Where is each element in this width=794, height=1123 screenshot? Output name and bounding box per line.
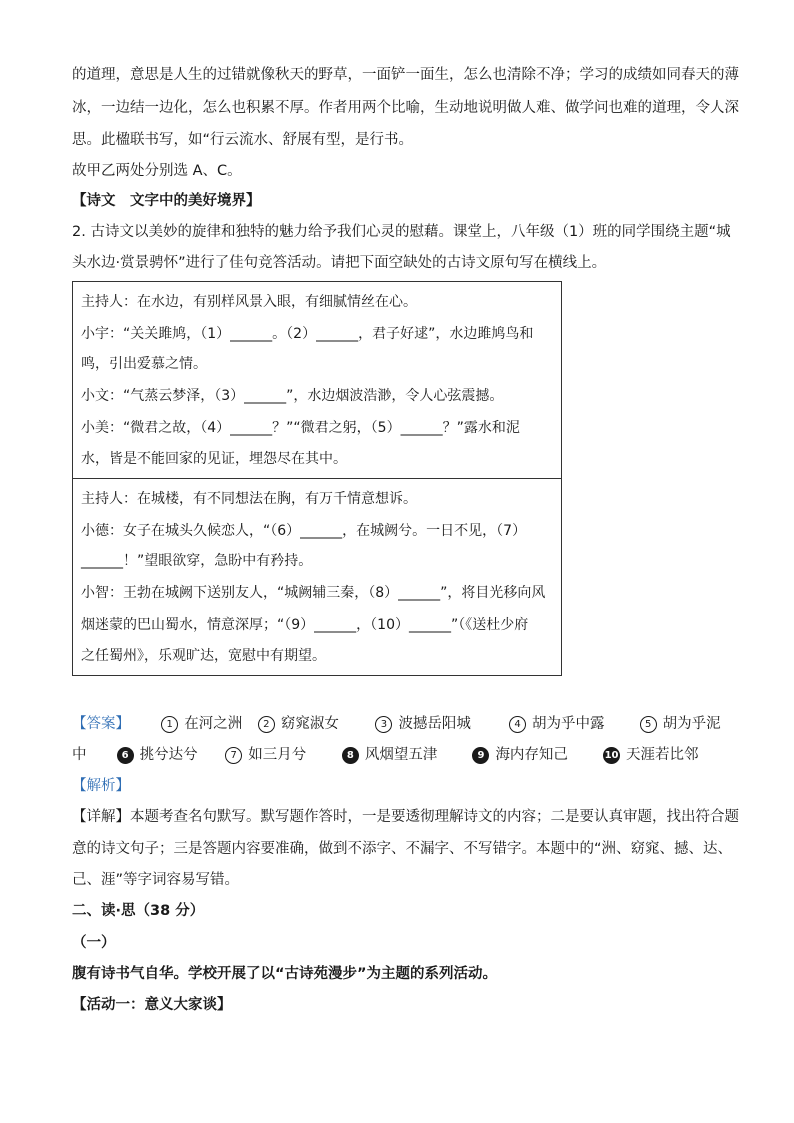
table-line: 主持人：在城楼，有不同想法在胸，有万千情意想诉。 <box>81 491 417 507</box>
answer-item <box>342 745 468 765</box>
paragraph-line: 思。此楹联书写，如“行云流水、舒展有型，是行书。 <box>72 132 414 148</box>
answer-text: 天涯若比邻 <box>626 747 699 763</box>
answer-continuation: 中 <box>72 747 87 763</box>
number-circle: 9 <box>472 747 489 764</box>
number-circle: 10 <box>603 747 620 764</box>
paragraph-line: 的道理，意思是人生的过错就像秋天的野草，一面铲一面生，怎么也清除不净；学习的成绩如同春天的薄 <box>72 67 739 83</box>
number-circle: 6 <box>117 747 134 764</box>
table-line: 鸣，引出爱慕之情。 <box>81 356 207 372</box>
analysis-line: 意的诗文句子；三是答题内容要准确，做到不添字、不漏字、不写错字。本题中的“洲、窈窕、撼、达、 <box>72 841 733 857</box>
answer-item <box>258 714 371 734</box>
paragraph-line: 冰，一边结一边化，怎么也积累不厚。作者用两个比喻，生动地说明做人难、做学问也难的道理，令人深 <box>72 100 739 116</box>
table-cell-waterside <box>73 282 561 478</box>
answer-item <box>375 714 504 734</box>
answer-item <box>640 714 721 734</box>
answer-row <box>72 714 721 734</box>
number-circle: 8 <box>342 747 359 764</box>
part-heading: 二、读·思（38 分） <box>72 903 205 919</box>
table-line: 烟迷蒙的巴山蜀水，情意深厚；“（9）______，（10）______”（《送杜少府 <box>81 617 529 633</box>
table-line: 之任蜀州》，乐观旷达，宽慰中有期望。 <box>81 648 326 664</box>
number-circle: 2 <box>258 716 275 733</box>
answer-text: 海内存知己 <box>495 747 568 763</box>
answer-item <box>603 745 699 765</box>
analysis-label: 【解析】 <box>72 778 130 794</box>
answer-item <box>509 714 635 734</box>
question-text: 2. 古诗文以美妙的旋律和独特的魅力给予我们心灵的慰藉。课堂上，八年级（1）班的同学围绕主题“城 <box>72 224 731 240</box>
answer-item <box>161 714 253 734</box>
number-circle: 7 <box>225 747 242 764</box>
number-circle: 3 <box>375 716 392 733</box>
answer-text: 在河之洲 <box>184 716 243 732</box>
table-cell-citytower <box>73 478 561 675</box>
answer-row <box>72 745 699 765</box>
table-line: 小文：“气蒸云梦泽，（3）______”，水边烟波浩渺，令人心弦震撼。 <box>81 388 504 404</box>
answer-text: 挑兮达兮 <box>139 747 198 763</box>
answer-label: 【答案】 <box>72 716 130 732</box>
table-line: 主持人：在水边，有别样风景入眼，有细腻情丝在心。 <box>81 294 417 310</box>
table-line: ______！”望眼欲穿，急盼中有矜持。 <box>81 553 313 569</box>
paragraph-line: 故甲乙两处分别选 A、C。 <box>72 163 242 179</box>
table-line: 水，皆是不能回家的见证，埋怨尽在其中。 <box>81 451 347 467</box>
number-circle: 1 <box>161 716 178 733</box>
answer-text: 如三月兮 <box>248 747 307 763</box>
number-circle: 5 <box>640 716 657 733</box>
table-line: 小美：“微君之故，（4）______？”“微君之躬，（5）______？”露水和泥 <box>81 420 520 436</box>
answer-text: 窈窕淑女 <box>280 716 339 732</box>
answer-text: 胡为乎泥 <box>662 716 721 732</box>
table-line: 小德：女子在城头久候恋人，“（6）______，在城阙兮。一日不见，（7） <box>81 523 527 539</box>
table-line: 小智：王勃在城阙下送别友人，“城阙辅三秦，（8）______”，将目光移向风 <box>81 585 546 601</box>
answer-item <box>117 745 221 765</box>
table-line: 小宇：“关关雎鸠，（1）______。（2）______，君子好逑”，水边雎鸠鸟和 <box>81 326 534 342</box>
answer-text: 胡为乎中露 <box>532 716 605 732</box>
answer-item <box>472 745 598 765</box>
question-table <box>72 281 562 676</box>
section-heading: 【诗文 文字中的美好境界】 <box>72 193 261 209</box>
answer-item <box>225 745 337 765</box>
answer-text: 波撼岳阳城 <box>398 716 471 732</box>
analysis-line: 【详解】本题考查名句默写。默写题作答时，一是要透彻理解诗文的内容；二是要认真审题，找出符合题 <box>72 809 739 825</box>
sub-heading: （一） <box>72 935 116 951</box>
analysis-line: 己、涯”等字词容易写错。 <box>72 872 240 888</box>
intro-line: 腹有诗书气自华。学校开展了以“古诗苑漫步”为主题的系列活动。 <box>72 966 498 982</box>
number-circle: 4 <box>509 716 526 733</box>
activity-heading: 【活动一：意义大家谈】 <box>72 997 232 1013</box>
answer-text: 风烟望五津 <box>364 747 438 763</box>
question-text: 头水边·赏景骋怀”进行了佳句竞答活动。请把下面空缺处的古诗文原句写在横线上。 <box>72 255 607 271</box>
